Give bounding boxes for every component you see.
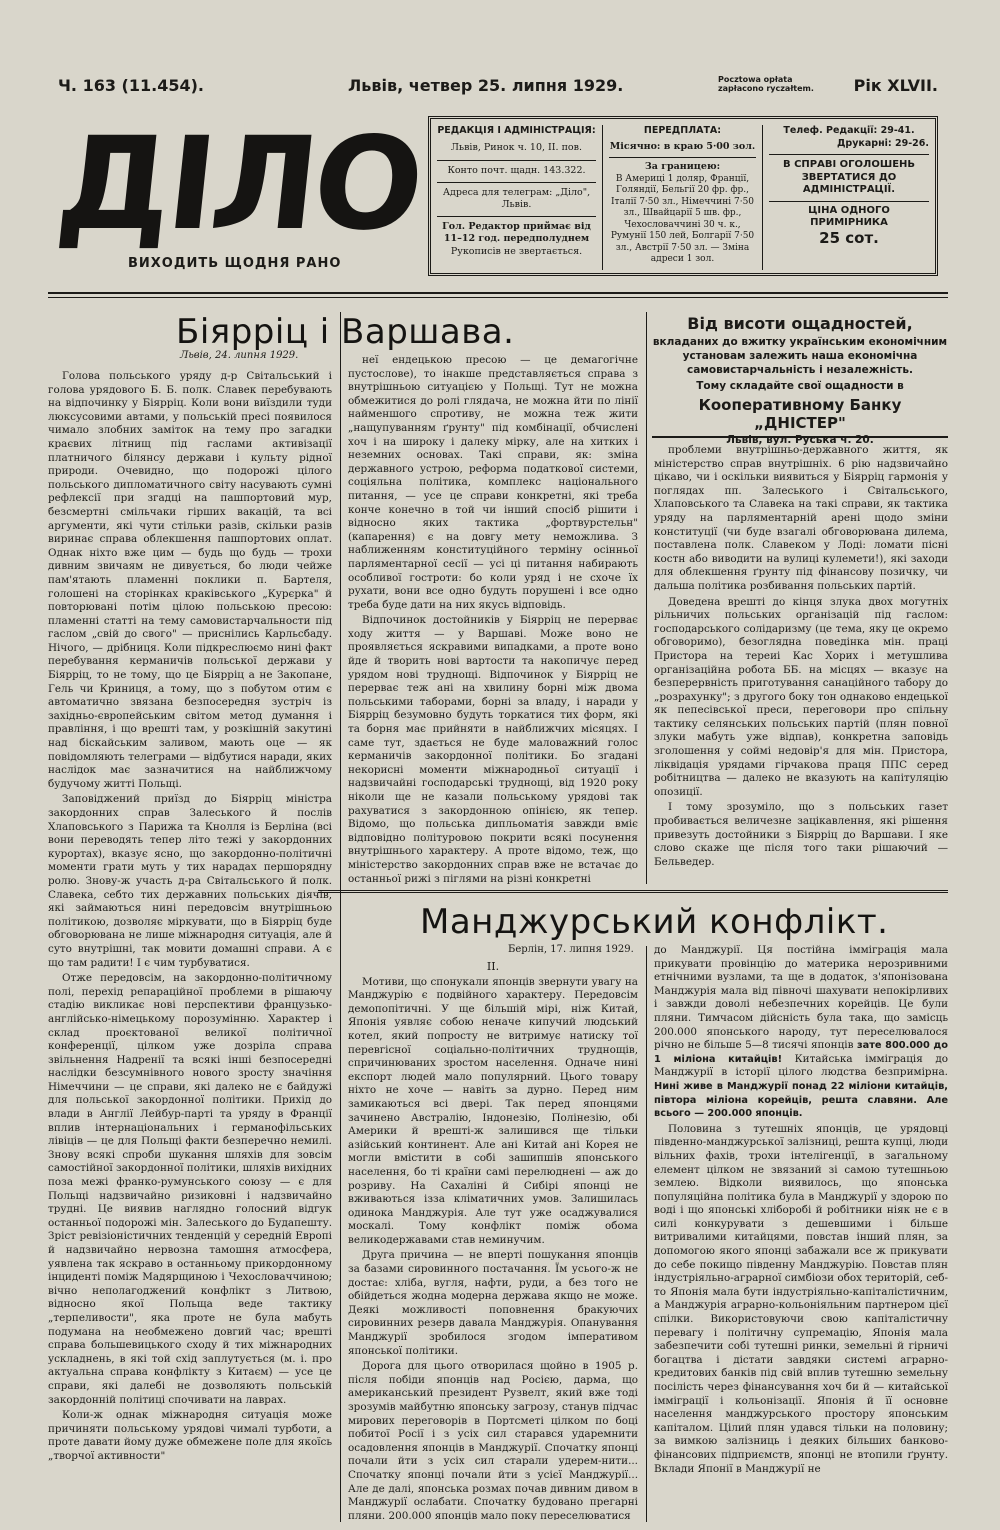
price-label: ЦІНА ОДНОГО ПРИМІРНИКА <box>769 201 929 230</box>
article1-col2-para: Відпочинок достойників у Біярріц не перерває ходу життя — у Варшаві. Може воно не проявляється яскравими випадками, а проте воно йде й творить нові вартости та накопичує перед урядом нові труднощі. Відпочинок у Біярріц не перерває теж ані на хвилину борні між двома польськими таборами, борні за владу, і наради у Біярріц безумовно будуть торкатися тих форм, які та борня має прийняти в найближчих місяцях. І саме тут, здається не буде маловажний голос керманичів закордонної політики. Бо згадані некорисні моменти міжнародньої ситуації і надзвичайні господарські труднощі, від 1920 року ніколи ще не казали польському урядові так рахуватися з закордонною опінією, як тепер. Відомо, що польська дипльоматія завжди вміє відповідно політуровою покрити всякі посунення внутрішнього характеру. А проте відомо, теж, що міністерство закордонних справ вже не встачає до останньої рижі з піглями на різні конкретні <box>348 614 638 884</box>
contact-info <box>763 125 935 247</box>
column-divider <box>340 312 341 1522</box>
ads-note: В СПРАВІ ОГОЛОШЕНЬ ЗВЕРТАТИСЯ ДО АДМІНІСТРАЦІЇ. <box>769 154 929 197</box>
article1-col1-para: Коли-ж однак міжнародня ситуація може причиняти польському урядові чималі турботи, а проте давати йому дуже обмежене поле для якоїсь „творчої активности" <box>48 1409 332 1462</box>
column-divider <box>646 946 647 1522</box>
newspaper-logo: ДІЛО <box>50 110 427 259</box>
ad-address: Львів, вул. Руська ч. 20. <box>726 434 874 446</box>
article2-col3-intro: до Манджурії. Ця постійна імміграція мала прикувати провінцію до материка нерозривними етнічними вузлами, та ще в додаток, з'японізована Манджурія мала від півночі шахувати непокірливих і завжди доволі небезпечних корейців. Це були пляни. Тимчасом дійсність була така, що замісць 200.000 японського народу, тут переселювалося річно не більше 5—8 тисячі японців <box>654 944 948 1052</box>
price-value: 25 сот. <box>819 228 879 247</box>
article2-col3-bold2: Нині живе в Манджурії понад 22 міліони китайців, півтора міліона корейців, решта славяни. Але всього — 200.000 японців. <box>654 1080 948 1120</box>
column-divider <box>646 312 647 884</box>
subscription-abroad-heading: За границею: <box>609 157 756 174</box>
phone-print: Друкарні: 29-26. <box>836 137 929 149</box>
phone-editorial: Телеф. Редакції: 29-41. <box>783 125 915 136</box>
article2-col2-para: Дорога для цього отворилася щойно в 1905 р. після побіди японців над Росією, дарма, що американський президент Рузвелт, який вже тоді зрозумів майбутню японську загрозу, станув підчас мирових переговорів в Портсметі цілком по боці побитої Росії і з усіх сил старався ударемнити осадовлення японців в Манджурії. Спочатку японці почали йти з усіх сил старали удерем-нити... Спочатку японці почали йти з усієї Манджурії... Але де далі, японська розмах почав дивним дивом в Манджурії ослабати. Спочатку будовано прегарні пляни. 200.000 японців мало поку переселюватися <box>348 1360 638 1520</box>
section-rule <box>318 890 948 893</box>
subscription-info <box>603 125 763 270</box>
article1-col1-para: Заповіджений приїзд до Біярріц міністра закордонних справ Залеського й послів Хлаповського з Парижа та Кнолля із Берліна (всі вони переводять тепер літо тежі у закордонних курортах), вказує ясно, що закордонно-політичні моменти грати муть у тих нарадах першорядну ролю. Знову-ж участь д-ра Світальського й полк. Славека, себто тих державних польських діячів, які займаються нині передовсім внутрішньою політикою, дозволяє міркувати, що в Біярріц буде обговорювана не лише міжнародня ситуація, але й суто внутрішні, так мовити домашні справи. А є що там радити! І є чим турбуватися. <box>48 793 332 969</box>
article1-col3-para: І тому зрозуміло, що з польських газет пробивається величезне зацікавлення, які рішення привезуть достойники з Біярріц до Варшави. І яке слово скаже ще після того таки рішаючий — Бельведер. <box>654 801 948 868</box>
ad-bank-name: Кооперативному Банку „ДНІСТЕР" <box>698 396 902 432</box>
article2-col2-para: Друга причина — не вперті пошукання японців за базами сировинного постачання. Їм усього-ж не достає: хліба, вугля, нафти, руди, а без того не обійдеться жодна модерна держава якщо не може. Деякі можливості поповнення бракуючих сировинних резерв давала Манджурія. Опанування Манджурії зробилося згодом імперативом японської політики. <box>348 1249 638 1357</box>
issue-date: Львів, четвер 25. липня 1929. <box>348 76 624 95</box>
header-rule-thin <box>48 297 948 298</box>
editorial-telegram: Адреса для телеграм: „Діло", Львів. <box>437 182 596 212</box>
editorial-heading: РЕДАКЦІЯ І АДМІНІСТРАЦІЯ: <box>437 125 596 136</box>
article2-part: II. <box>486 960 500 973</box>
bank-advertisement <box>652 312 948 446</box>
subscription-heading: ПЕРЕДПЛАТА: <box>643 125 722 136</box>
article2-title: Манджурський конфлікт. <box>420 902 889 942</box>
article1-col3-para: Доведена врешті до кінця злука двох могутніх рільничих польських організацій під гаслом: господарського солідаризму (це тема, яку це окремо обговоримо), безоглядна поведінка мін. праці Пристора на тереиі Кас Хорих і метушлива організаційна робота ББ. на місцях — вказує на безперервність приготування санаційного табору до „розрахунку"; з другого боку тон однаково ендецької як пепесівської преси, переговори про спільну тактику селянських польських партій (плян повної злуки мабуть уже відпав), конкретна заповідь зголошення у соймі недовір'я для мін. Пристора, ліквідація урядами гірчакова праця ППС серед робітництва — далеко не вказують на капітуляцію опозиції. <box>654 595 948 798</box>
article2-col3-mid: Китайська імміграція до Манджурії в історії цілого людства безпримірна. <box>654 1052 948 1079</box>
editorial-info <box>431 125 603 270</box>
editorial-address: Львів, Ринок ч. 10, II. пов. <box>450 141 583 153</box>
article1-col1-para: Отже передовсім, на закордонно-політичному полі, перехід репараційної проблеми в рішаючу стадію викликає нові перспективи французько-англійсько-німецькому порозумінню. Характер і склад проєктованої великої політичної конференції, цілком уже дозріла справа звільнення Надренії та всякі інші безпосередні наслідки безсумнівного нового зросту значіння Німеччини — це справи, які далеко не є байдужі для польської закордонної політики. Прихід до влади в Англії Лейбур-парті та уряду в Франції вплив інтернаціональних і германофільських лівіців — це для Польщі факти безперечно немилі. Знову всякі спроби шукання шляхів для зовсім самостійної закордонної політики, шляхів вихідних поза межі франко-румунського союзу — є для Польщі надзвичайно ризиковні і надзвичайно трудні. Це виявив наглядно голосний відгук останньої подорожі мін. Залеського до Будапешту. Зріст ревізіоністичних тенденцій у середній Европі й надзвичайно нервозна тамошня атмосфера, уявлена так яскраво в останньому прикордонному інциденті поміж Мадярщиною і Чехословаччиною; вічно неполагоджений конфлікт з Литвою, відносно якої Польща веде тактику „терпеливости", яка проте не була мабуть подумана на необмежено довгий час; врешті справа большевицького сходу й тих міжнародних ускладнень, в які той схід заплутується (м. і. про актуальна справа конфлікту з Китаєм) — усе це справи, які далебі не дозволяють польській закордонній політиці спочивати на лаврах. <box>48 972 332 1406</box>
article1-col3-para: проблеми внутрішньо-державного життя, як міністерство справ внутрішніх. 6 рію надзвичайно цікаво, чи і оскільки виявиться у Біярріц гармонія у поглядах пп. Залеського і Світальського, Хлаповського та Славека на такі справи, як тактика уряду на парляментарній арені щодо зміни конституції (чи буде взагалі обговорювана дилема, поставлена полк. Славеком у Лоді: ломати пісні костн або виводити на вулиці кулемети!), які заходи для облекшення ґрунту під фінансову позичку, чи дальша політика розбивання польських партій. <box>654 444 948 592</box>
article2-col2-para: Мотиви, що спонукали японців звернути увагу на Манджурію є подвійного характеру. Передовсім демопопітичні. У ще більшій мірі, ніж Китай, Японія уявляє собою неначе кипучий людський котел, який попросту не витримує натиску тої перевгісної соціально-політичних труднощів, спричинюваних зростом населення. Одначе нині експорт людей мало популярний. Цього товару ніхто не хоче — навіть за дурно. Перед ним замикаються всі двері. Так перед японцями зачинено Австралію, Індонезію, Полінезію, обі Америки й врешті-ж залишився ще тільки азійський континент. Але ані Китай ані Корея не могли вмістити в собі зашипшів японського населення, бо ті країни самі перелюднені — аж до розриву. На Сахаліні й Сибірі японці не вживаються ізза кліматичних умов. Залишилась одинока Манджурія. Але тут уже осаджувалися москалі. Тому конфлікт поміж обома великодержавами став неминучим. <box>348 975 638 1246</box>
ad-title: Від висоти ощадностей, <box>687 314 913 333</box>
article2-dateline: Берлін, 17. липня 1929. <box>508 944 634 955</box>
article1-title: Біярріц і Варшава. <box>176 312 515 352</box>
article1-col1-para: Голова польського уряду д-р Світальський і голова урядового Б. Б. полк. Славек перебувають на відпочинку у Біярріц. Коли вони виїздили туди люксусовими автами, у польській пресі появилося чимало злобних заміток на тему про загадки краєвих літнищ під гаслами активізації платничого білянсу держави і культу рідної природи. Очевидно, що подорожі цілого польського дипломатичного світу насувають сумні рефлексії при згадці на пашпортовий мур, безсмертні смільчаки гірших вакацій, та всі аргументи, які чути стільки разів, скільки разів виринає справа облекшення пашпортових оплат. Однак ніхто вже цим — будь що будь — трохи дивним звичаям не дивується, бо люди чейже пам'ятають пламенні поклики п. Бартеля, голошені на сторінках краківського „Курєрка" й повторювані потім цілою польською пресою: пламенні статті на тему самовистарчальности під гаслом „свій до свого" — приснілись Карльсбаду. Нічого, — дрібниця. Коли підкреслюємо нині факт перебування керманичів польської держави у Біярріц, то не тому, що це Біярріц а не Закопане, Гель чи Криниця, а тому, що з побутом отим є автоматично звязана безпосередня зустріч із західньо-європейським світом метод думання і правління, і що врешті там, у розкішній закутині над біскайським заливом, мають оце — як повідомляють телеграми — відбутися наради, яких наслідок має зазначитися на найближчому будучому житті Польщі. <box>48 370 332 790</box>
top-info-line <box>58 72 938 98</box>
ad-text: вкладаних до вжитку українським економічним установам залежить наша економічна самовистарчальність і незалежність. <box>652 336 948 376</box>
subscription-abroad: В Америці 1 доляр, Франції, Голяндії, Бельгії 20 фр. фр., Італії 7·50 зл., Німеччині 7·50 зл., Швайцарії 5 шв. фр., Чехословаччині 30 ч. к., Румунії 150 лей, Болгарії 7·50 зл., Австрії 7·50 зл. — Зміна адреси 1 зол. <box>610 173 755 264</box>
article2-column-2 <box>348 958 638 1520</box>
editorial-manuscripts: Рукописів не звертається. <box>450 245 583 257</box>
article1-col2-para: неї ендецькою пресою — це демагогічне пустослове), то інакше представляється справа з внутрішньою ситуацією у Польщі. Тут не можна обмежитися до ролі глядача, не можна йти по лінії найменшого спротиву, не можна теж жити „нащупуванням ґрунту" під комбінації, обчислені хоч і на широку і далеку мірку, але на хитких і неземних основах. Такі справи, як: зміна державного устрою, реформа податкової системи, соціяльна політика, комплекс національного питання, — усе це справи конкретні, які треба конче конечно в той чи інший спосіб рішити і відносно яких тактика „фортвурстельн" (капарення) є на довгу мету неможлива. З наближенням конституційного терміну осінньої парляментарної сесії — усі ці питання набирають особливої гостроти: бо коли уряд і не схоче їх рухати, вони все одно будуть порушені і все одно треба буде дати на них якусь відповідь. <box>348 354 638 611</box>
subscription-monthly: Місячно: в краю 5·00 зол. <box>609 140 756 152</box>
article2-column-3 <box>654 944 948 1520</box>
article1-column-2 <box>348 354 638 884</box>
editorial-account: Конто почт. щадн. 143.322. <box>437 160 596 178</box>
masthead-info-box <box>428 116 938 276</box>
article2-col3-bold1: зате 800.000 до 1 міліона китайців! <box>654 1040 948 1065</box>
issue-number: Ч. 163 (11.454). <box>58 76 204 95</box>
ad-call: Тому складайте свої ощадности в <box>696 380 904 392</box>
postal-note: Pocztowa opłata zapłacono ryczałtem. <box>718 75 814 93</box>
article2-col3-para: Половина з тутешніх японців, це урядовці південно-манджурської залізниці, решта купці, люди вільних фахів, трохи інтелігенції, в загальному елемент цілком не звязаний зі самою тутешньою землею. Відколи виявилось, що японська популяційна політика була в Манджурії у здорою по воді і що японські хліборобі й робітники ніяк не є в силі конкурувати з дешевшими і більше витривалими китайцями, повстав інший плян, за допомогою якого японці забажали все ж прикувати до себе покищо південну Манджурію. Повстав плян індустріяльно-аграрної симбіози обох територій, себ-то Японія мала бути індустріяльно-капіталістичним, а Манджурія аграрно-кольоніяльним партнером цієї спілки. Використовуючи свою капіталістичну перевагу і політичну супремацію, Японія мала забезпечити собі тутешні ринки, земельні й гірничі богацтва і дістати завдяки системі аграрно-кредитових банків під свій вплив тутешню земельну посілість через фінансування хоч би й — китайської імміграції і кольонізації. Японія й її основне населення манджурського простору японським капіталом. Цілий плян удався тільки на половину; за вимкою залізниць і деяких більших банково-фінансових підприємств, японці не втопили ґрунту. Вклади Японії в Манджурії не <box>654 1122 948 1475</box>
publication-year: Рік XLVII. <box>853 76 938 95</box>
logo-subtitle: ВИХОДИТЬ ЩОДНЯ РАНО <box>128 256 342 271</box>
header-rule <box>48 292 948 294</box>
article1-column-3 <box>654 444 948 884</box>
article1-dateline: Львів, 24. липня 1929. <box>180 350 299 361</box>
article1-column-1 <box>48 370 332 1520</box>
masthead <box>48 108 948 288</box>
editorial-hours: Гол. Редактор приймає від 11–12 год. передполуднем <box>437 216 596 246</box>
